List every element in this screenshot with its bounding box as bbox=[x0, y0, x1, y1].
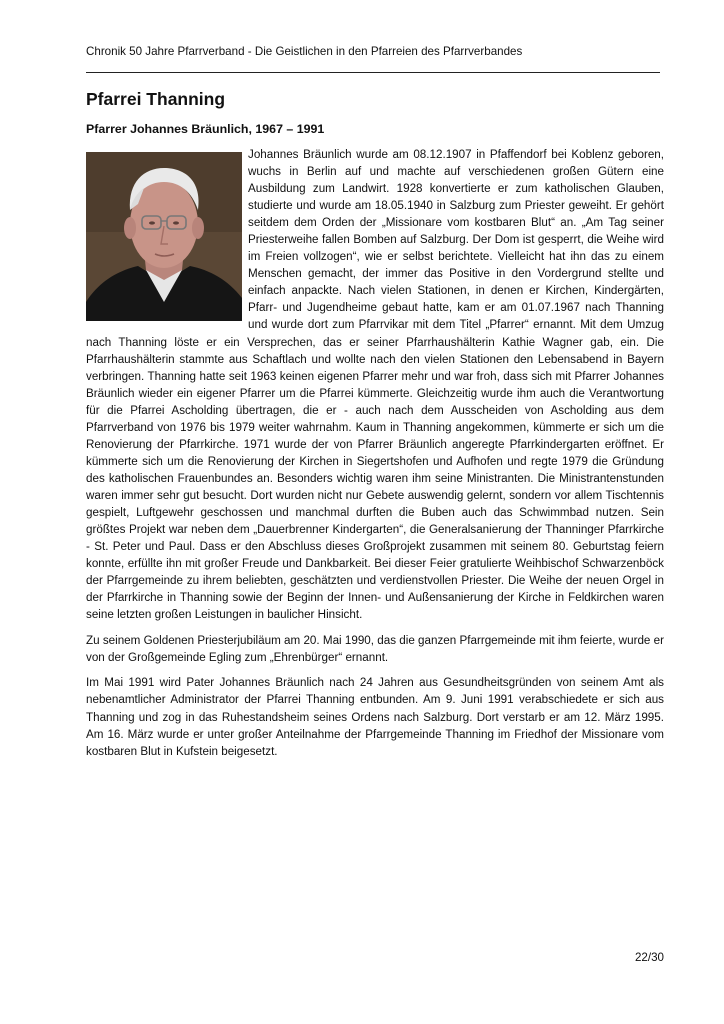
paragraph-retirement: Im Mai 1991 wird Pater Johannes Bräunlich nach 24 Jahren aus Gesundheitsgründen von seinem Amt als nebenamtlicher Administrator der Pfarrei Thanning entbunden. Am 9. Juni 1991 verabschiedete er sich aus Thanning und zog in das Ruhestandsheim seines Ordens nach Salzburg. Dort verstarb er am 12. März 1995. Am 16. März wurde er unter großer Anteilnahme der Pfarrgemeinde Thanning im Friedhof der Missionare vom kostbaren Blut in Kufstein beigesetzt. bbox=[86, 676, 664, 758]
paragraph-biography: Johannes Bräunlich wurde am 08.12.1907 in Pfaffendorf bei Koblenz geboren, wuchs in Berlin auf und machte auf verschiedenen großen Gütern eine Ausbildung zum Landwirt. 1928 konvertierte er zum katholischen Glauben, studierte und wurde am 18.05.1940 in Salzburg zum Priester geweiht. Er gehört seitdem dem Orden der „Missionare vom kostbaren Blut“ an. „Am Tag seiner Priesterweihe fallen Bomben auf Salzburg. Der Dom ist gesperrt, die Weihe wird im Freien vollzogen“, wie er selbst berichtete. Vielleicht hat ihn das zu einem Menschen gemacht, der immer das Positive in den Vordergrund stellte und einfach anpackte. Nach vielen Stationen, in denen er Kirchen, Kindergärten, Pfarr- und Jugendheime gebaut hatte, kam er am 01.07.1967 nach Thanning und wurde dort zum Pfarrvikar mit dem Titel „Pfarrer“ ernannt. Mit dem Umzug nach Thanning löste er ein Versprechen, das er seiner Pfarrhaushälterin Kathie Wagner gab, ein. Die Pfarrhaushälterin stammte aus Schaftlach und wollte nach den vielen Stationen den Lebensabend in Bayern verbringen. Thanning hatte seit 1963 keinen eigenen Pfarrer mehr und war froh, dass sich mit Pfarrer Johannes Bräunlich wieder ein eigener Pfarrer um die Pfarrei kümmerte. Gleichzeitig wurde ihm auch die Verantwortung für die Pfarrei Ascholding übertragen, die er - auch nach dem Ausscheiden von Ascholding aus dem Pfarrverband von 1976 bis 1979 weiter wahrnahm. Kaum in Thanning angekommen, kümmerte er sich um die Renovierung der Pfarrkirche. 1971 wurde der von Pfarrer Bräunlich angeregte Pfarrkindergarten eröffnet. Er kümmerte sich um die Renovierung der Kirchen in Siegertshofen und Aufhofen und regte 1979 die Gründung des katholischen Frauenbundes an. Besonders wichtig waren ihm seine Ministranten. Die Ministrantenstunden waren immer sehr gut besucht. Dort wurden nicht nur Gebete auswendig gelernt, sondern vor allem Tischtennis gespielt, Luftgewehr geschossen und manchmal durften die Buben auch das Schwimmbad nutzen. Sein größtes Projekt war neben dem „Dauerbrenner Kindergarten“, die Generalsanierung der Thanninger Pfarrkirche - St. Peter und Paul. Dass er den Abschluss dieses Großprojekt zusammen mit seinem 80. Geburtstag feiern konnte, erfüllte ihn mit großer Freude und Dankbarkeit. Bei dieser Feier gratulierte Weihbischof Schwarzenböck der Pfarrgemeinde zu ihrem beliebten, geschätzten und verdienstvollen Priester. Die Weihe der neuen Orgel in der Pfarrkirche in Thanning sowie der Beginn der Innen- und Außensanierung der Kirche in Feldkirchen waren seine letzten großen Leistungen in baulicher Hinsicht. bbox=[86, 148, 664, 622]
page-number: 22/30 bbox=[634, 951, 664, 964]
section-subtitle: Pfarrer Johannes Bräunlich, 1967 – 1991 bbox=[86, 122, 325, 136]
portrait-photo bbox=[86, 152, 242, 321]
page-title: Pfarrei Thanning bbox=[86, 89, 226, 109]
header-divider bbox=[86, 72, 660, 73]
article-body bbox=[86, 146, 664, 768]
portrait-photo-drawing bbox=[86, 152, 242, 321]
paragraph-jubilee: Zu seinem Goldenen Priesterjubiläum am 20. Mai 1990, das die ganzen Pfarrgemeinde mit ihm feierte, wurde er von der Großgemeinde Egling zum „Ehrenbürger“ ernannt. bbox=[86, 633, 664, 664]
running-header: Chronik 50 Jahre Pfarrverband - Die Geistlichen in den Pfarreien des Pfarrverbandes bbox=[86, 45, 523, 58]
